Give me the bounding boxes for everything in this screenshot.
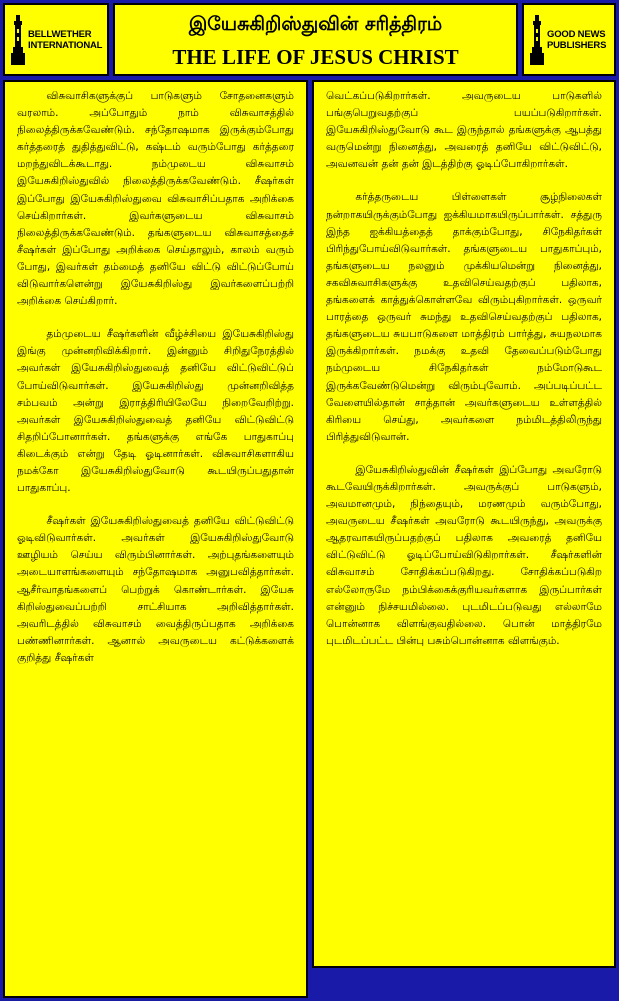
right-paragraph-1: வெட்கப்படுகிறார்கள். அவருடைய பாடுகளில் பங்குபெறுவதற்குப் பயப்படுகிறார்கள். இயேசுகிறிஸ்துவோடு கூட இருந்தால் தங்களுக்கு ஆபத்து வருமென்று நினைத்து, அவரைத் தனியே விட்டுவிட்டு, அவனவன் தன் தன் இடத்திற்கு ஓடிப்போகிறார்கள். xyxy=(326,90,602,171)
tower-icon xyxy=(530,15,544,65)
right-paragraph-3: இயேசுகிறிஸ்துவின் சீஷர்கள் இப்போது அவரோடு கூடவேயிருக்கிறார்கள். அவருக்குப் பாடுகளும், அவமானமும், நிந்தையும், மரணமும் வரும்போது, அவருடைய சீஷர்கள் அவரோடு கூடயிருந்து, அவருக்கு ஆதரவாகயிருப்பதற்குப் பதிலாக அவரைத் தனியே விட்டுவிட்டு ஓடிப்போய்விடுகிறார்கள். சீஷர்களின் விசுவாசம் சோதிக்கப்படுகிறது. சோதிக்கப்படுகிற எல்லோருமே நம்பிக்கைக்குரியவர்களாக இருப்பார்கள் என்னும் நிச்சயமில்லை. புடமிடப்படுவது எல்லாமே பொன்னாக விளங்குவதில்லை. பொன் மாத்திரமே புடமிடப்பட்ட பின்பு பசும்பொன்னாக விளங்கும். xyxy=(326,463,602,647)
left-column xyxy=(3,80,308,998)
right-paragraph-2: கர்த்தருடைய பிள்ளைகள் சூழ்நிலைகள் நன்றாகயிருக்கும்போது ஐக்கியமாகயிருப்பார்கள். சத்துரு இந்த ஐக்கியத்தைத் தாக்கும்போது, சிநேகிதர்கள் பிரிந்துபோய்விடுவார்கள். தங்களுடைய பாதுகாப்பும், தங்களுடைய நலனும் முக்கியமென்று நினைத்து, சகவிசுவாசிகளுக்கு உதவிசெய்வதற்குப் பதிலாக, தங்களைக் காத்துக்கொள்ளவே விரும்புகிறார்கள். ஒருவர் பாரத்தை ஒருவர் சுமந்து உதவிசெய்வதற்குப் பதிலாக, தங்களுடைய சுயபாடுகளை மாத்திரம் பார்த்து, சுயநலமாக இருக்கிறார்கள். நமக்கு உதவி தேவைப்படும்போது நம்முடைய சிநேகிதர்கள் நம்மோடுகூட இருக்கவேண்டுமென்று விரும்புவோம். அப்படிப்பட்ட வேளையில்தான் சாத்தான் அவர்களுடைய உள்ளத்தில் கிரியை செய்து, அவர்களை நம்மிடத்திலிருந்து பிரித்துவிடுவான். xyxy=(326,191,602,443)
good-news-logo xyxy=(522,3,616,76)
left-paragraph-3: சீஷர்கள் இயேசுகிறிஸ்துவைத் தனியே விட்டுவிட்டு ஓடிவிடுவார்கள். அவர்கள் இயேசுகிறிஸ்துவோடு ஊழியம் செய்ய விரும்பினார்கள். அற்புதங்களையும் அடையாளங்களையும் சந்தோஷமாக அனுபவித்தார்கள். ஆசீர்வாதங்களைப் பெற்றுக் கொண்டார்கள். இயேசு கிறிஸ்துவைப்பற்றி சாட்சியாக அறிவித்தார்கள். அவரிடத்தில் விசுவாசம் வைத்திருப்பதாக அறிக்கை பண்ணினார்கள். ஆனால் அவருடைய கட்டுக்களைக் குறித்து சீஷர்கள் xyxy=(17,515,294,664)
left-paragraph-2: தம்முடைய சீஷர்களின் வீழ்ச்சியை இயேசுகிறிஸ்து இங்கு முன்னறிவிக்கிறார். இன்னும் சிறிதுநேரத்தில் அவர்கள் இயேசுகிறிஸ்துவைத் தனியே விட்டுவிட்டுப் போய்விடுவார்கள். இயேசுகிறிஸ்து முன்னறிவித்த சம்பவம் அன்று இராத்திரியிலேயே நிறைவேறிற்று. அவர்கள் இயேசுகிறிஸ்துவைத் தனியே விட்டுவிட்டு சிதறிப்போனார்கள். தங்களுக்கு எங்கே பாதுகாப்பு கிடைக்கும் என்று தேடி ஓடினார்கள். விசுவாசிகளாகிய நமக்கோ இயேசுகிறிஸ்துவோடு கூடயிருப்பதுதான் பாதுகாப்பு. xyxy=(17,328,294,495)
title-tamil: இயேசுகிறிஸ்துவின் சரித்திரம் xyxy=(188,13,443,35)
logo-left-line1: BELLWETHER xyxy=(28,28,92,40)
left-paragraph-1: விசுவாசிகளுக்குப் பாடுகளும் சோதனைகளும் வரலாம். அப்போதும் நாம் விசுவாசத்தில் நிலைத்திருக்கவேண்டும். சந்தோஷமாக இருக்கும்போது கர்த்தரைத் துதித்துவிட்டு, கஷ்டம் வரும்போது கர்த்தரை மறந்துவிடக்கூடாது. நம்முடைய விசுவாசம் இயேசுகிறிஸ்துவில் நிலைத்திருக்கவேண்டும். சீஷர்கள் இப்போது இயேசுகிறிஸ்துவை விசுவாசிப்பதாக அறிக்கை செய்கிறார்கள். இவர்களுடைய விசுவாசம் நிலைத்திருக்கவேண்டும். தங்களுடைய விசுவாசத்தைச் சீஷர்கள் இப்போது அறிக்கை செய்தாலும், காலம் வரும் போது, இவர்கள் தம்மைத் தனியே விட்டு விட்டுப்போய் விடுவார்களென்று இயேசுகிறிஸ்து இவர்களைப்பற்றி அறிக்கை செய்கிறார். xyxy=(17,90,294,308)
logo-left-line2: INTERNATIONAL xyxy=(28,39,103,51)
title-banner xyxy=(113,3,518,76)
logo-right-line1: GOOD NEWS xyxy=(547,28,606,40)
title-english: THE LIFE OF JESUS CHRIST xyxy=(172,45,459,69)
logo-right-line2: PUBLISHERS xyxy=(547,39,607,51)
right-column xyxy=(312,80,616,968)
bellwether-logo xyxy=(3,3,109,76)
tower-icon xyxy=(11,15,25,65)
